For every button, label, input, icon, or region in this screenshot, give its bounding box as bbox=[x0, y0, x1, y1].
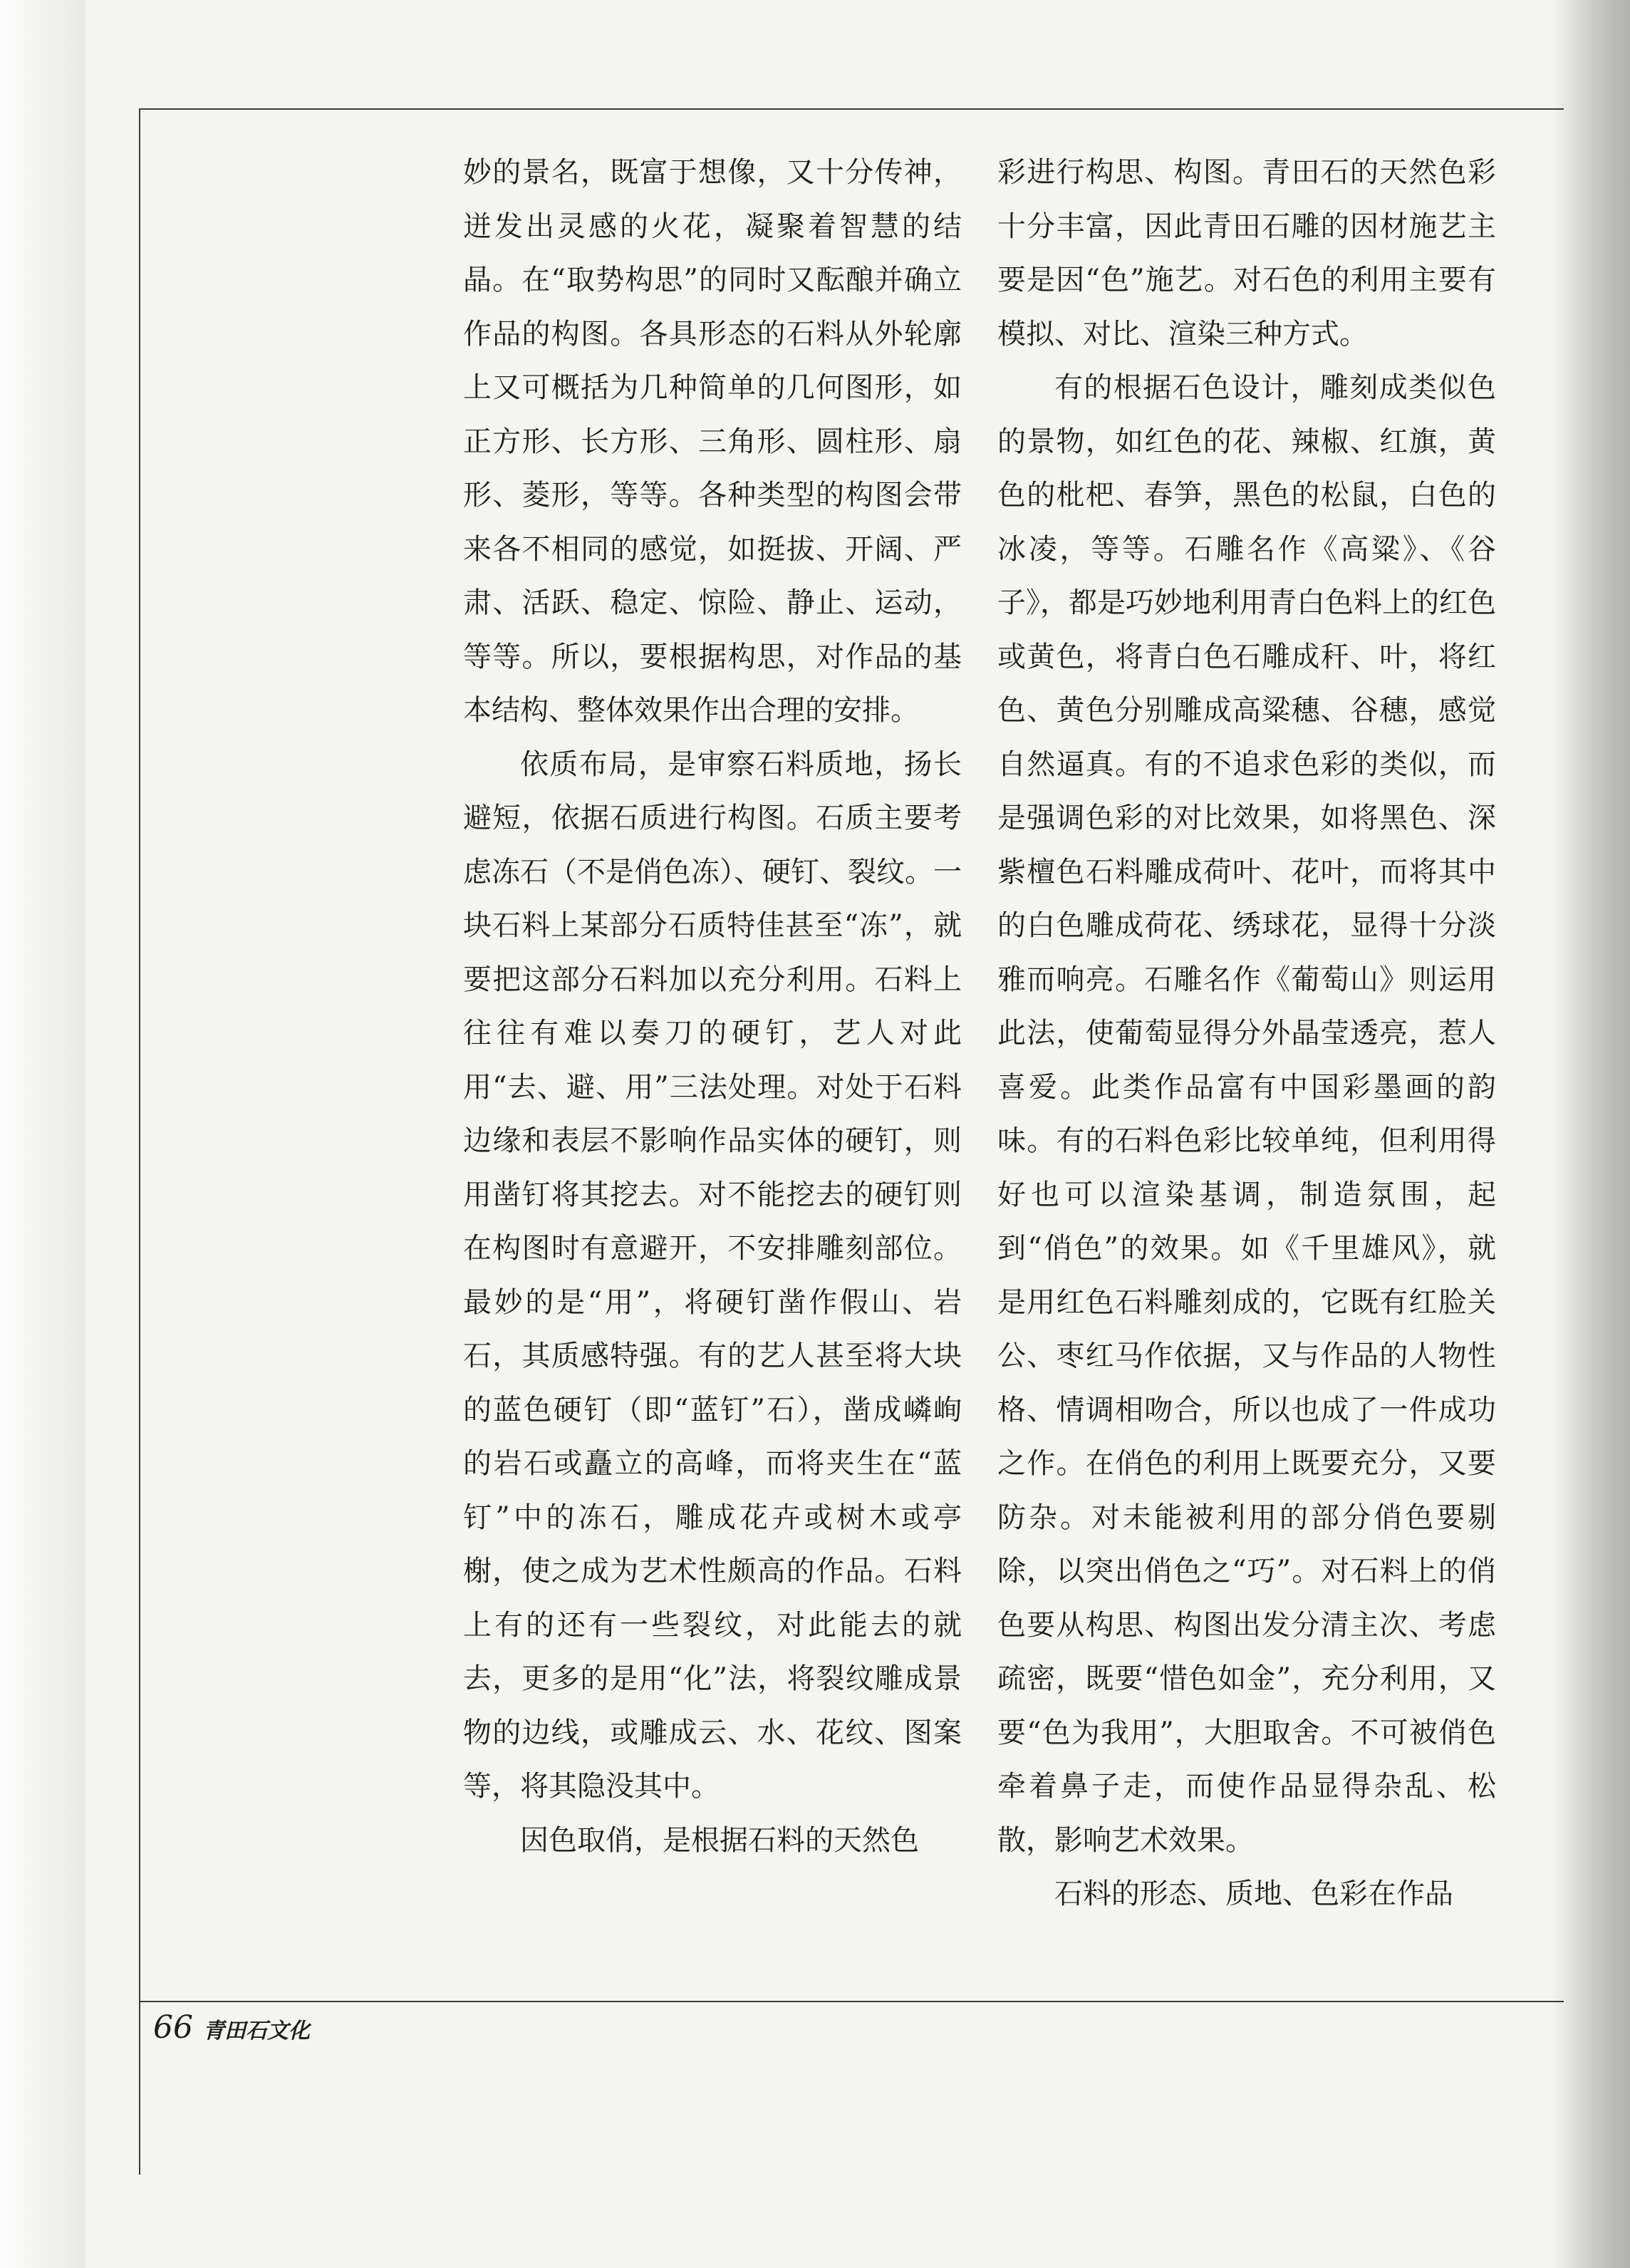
page-edge-left bbox=[0, 0, 85, 2268]
left-text-column bbox=[463, 146, 962, 1868]
left-rule bbox=[139, 108, 140, 2175]
right-text-column bbox=[997, 146, 1496, 1922]
paragraph: 妙的景名，既富于想像，又十分传神，迸发出灵感的火花，凝聚着智慧的结晶。在“取势构思”的同时又酝酿并确立作品的构图。各具形态的石料从外轮廓上又可概括为几种简单的几何图形，如正方形、长方形、三角形、圆柱形、扇形、菱形，等等。各种类型的构图会带来各不相同的感觉，如挺拔、开阔、严肃、活跃、稳定、惊险、静止、运动，等等。所以，要根据构思，对作品的基本结构、整体效果作出合理的安排。 bbox=[463, 156, 962, 727]
paragraph: 石料的形态、质地、色彩在作品 bbox=[1054, 1878, 1453, 1910]
page-number: 66 bbox=[153, 2009, 193, 2046]
bottom-rule bbox=[139, 2001, 1564, 2002]
paragraph: 彩进行构思、构图。青田石的天然色彩十分丰富，因此青田石雕的因材施艺主要是因“色”施艺。对石色的利用主要有模拟、对比、渲染三种方式。 bbox=[997, 156, 1496, 351]
paragraph: 有的根据石色设计，雕刻成类似色的景物，如红色的花、辣椒、红旗，黄色的枇杷、春笋，黑色的松鼠，白色的冰凌，等等。石雕名作《高粱》、《谷子》，都是巧妙地利用青白色料上的红色或黄色，将青白色石雕成秆、叶，将红色、黄色分别雕成高粱穗、谷穗，感觉自然逼真。有的不追求色彩的类似，而是强调色彩的对比效果，如将黑色、深紫檀色石料雕成荷叶、花叶，而将其中的白色雕成荷花、绣球花，显得十分淡雅而响亮。石雕名作《葡萄山》则运用此法，使葡萄显得分外晶莹透亮，惹人喜爱。此类作品富有中国彩墨画的韵味。有的石料色彩比较单纯，但利用得好也可以渲染基调，制造氛围，起到“俏色”的效果。如《千里雄风》，就是用红色石料雕刻成的，它既有红脸关公、枣红马作依据，又与作品的人物性格、情调相吻合，所以也成了一件成功之作。在俏色的利用上既要充分，又要防杂。对未能被利用的部分俏色要剔除，以突出俏色之“巧”。对石料上的俏色要从构思、构图出发分清主次、考虑疏密，既要“惜色如金”，充分利用，又要“色为我用”，大胆取舍。不可被俏色牵着鼻子走，而使作品显得杂乱、松散，影响艺术效果。 bbox=[997, 371, 1496, 1857]
page-footer bbox=[153, 2009, 310, 2046]
page-edge-right bbox=[1552, 0, 1630, 2268]
top-rule bbox=[139, 108, 1564, 110]
magazine-name: 青田石文化 bbox=[203, 2019, 310, 2044]
paragraph: 依质布局，是审察石料质地，扬长避短，依据石质进行构图。石质主要考虑冻石（不是俏色冻）、硬钉、裂纹。一块石料上某部分石质特佳甚至“冻”，就要把这部分石料加以充分利用。石料上往往有难以奏刀的硬钉，艺人对此用“去、避、用”三法处理。对处于石料边缘和表层不影响作品实体的硬钉，则用凿钉将其挖去。对不能挖去的硬钉则在构图时有意避开，不安排雕刻部位。最妙的是“用”，将硬钉凿作假山、岩石，其质感特强。有的艺人甚至将大块的蓝色硬钉（即“蓝钉”石），凿成嶙峋的岩石或矗立的高峰，而将夹生在“蓝钉”中的冻石，雕成花卉或树木或亭榭，使之成为艺术性颇高的作品。石料上有的还有一些裂纹，对此能去的就去，更多的是用“化”法，将裂纹雕成景物的边线，或雕成云、水、花纹、图案等，将其隐没其中。 bbox=[463, 747, 962, 1803]
paragraph: 因色取俏，是根据石料的天然色 bbox=[520, 1823, 919, 1857]
